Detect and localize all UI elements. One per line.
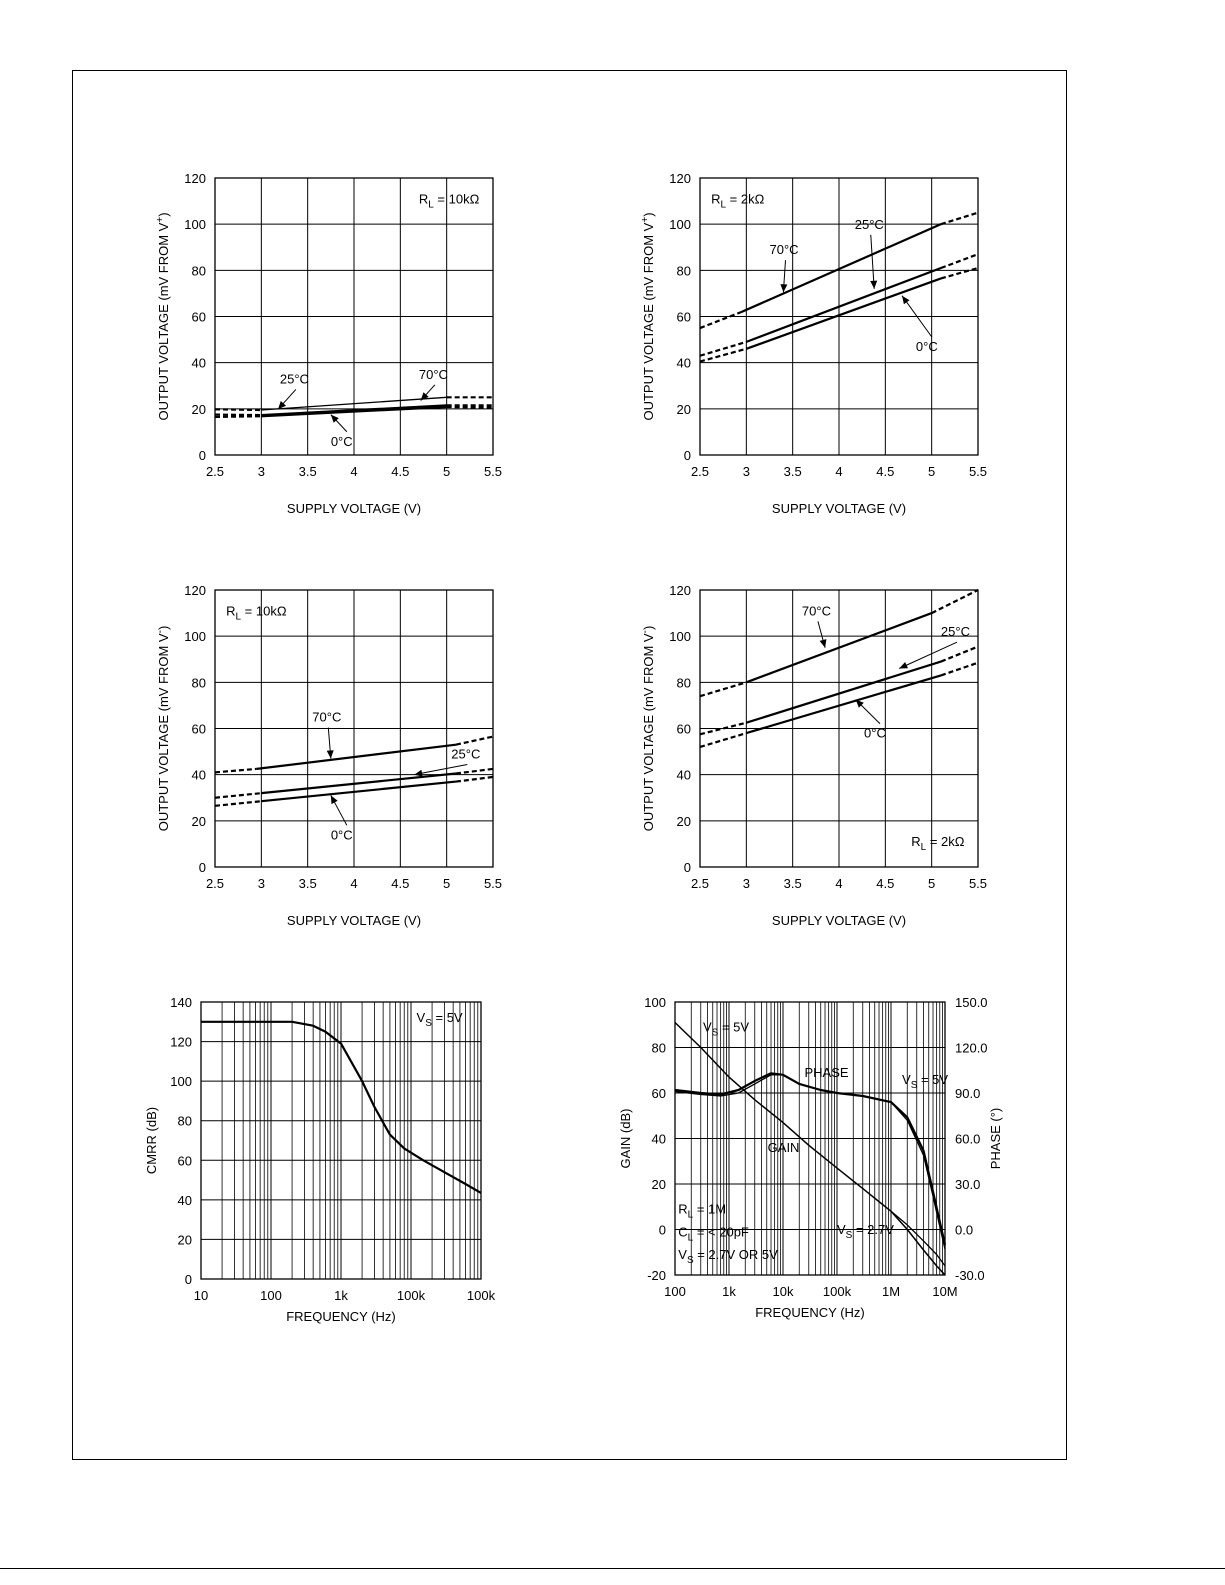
y-tick-label: 80 bbox=[651, 1040, 666, 1056]
x-tick-label: 5 bbox=[928, 876, 936, 891]
x-tick-label: 3.5 bbox=[298, 464, 317, 479]
y-tick-label: 60 bbox=[651, 1086, 666, 1101]
annotation-label: $V_S = 5V$ bbox=[902, 1071, 949, 1091]
series-dashed-start bbox=[700, 342, 746, 356]
chart-output-swing-low-2k bbox=[630, 582, 1000, 942]
y-tick-label: 120 bbox=[184, 171, 206, 186]
y-tick-label: 20 bbox=[676, 813, 691, 829]
series-line bbox=[261, 774, 456, 794]
annotation-label: 0°C bbox=[330, 827, 353, 843]
series-dashed-start bbox=[700, 733, 746, 747]
y2-axis-title: PHASE (°) bbox=[988, 1107, 1003, 1170]
x-tick-label: 3.5 bbox=[783, 464, 802, 479]
series-dashed-end bbox=[941, 254, 978, 268]
x-tick-label: 2.5 bbox=[690, 464, 710, 479]
annotation-label: $V_S = 2.7V$ bbox=[837, 1222, 894, 1242]
series-dashed-start bbox=[215, 409, 261, 410]
x-tick-label: 100k bbox=[396, 1288, 426, 1303]
annotation-label: $R_L = 2k\Omega$ bbox=[711, 191, 765, 211]
x-tick-label: 1M bbox=[881, 1284, 901, 1299]
x-axis-title: FREQUENCY (Hz) bbox=[755, 1305, 865, 1320]
chart-output-swing-high-10k bbox=[145, 170, 515, 530]
series-dashed-end bbox=[456, 737, 493, 745]
annotation-label: $C_L$ = < 20pF bbox=[678, 1224, 749, 1244]
annotation-arrowhead bbox=[902, 296, 910, 305]
chart-output-swing-high-2k bbox=[630, 170, 1000, 530]
y-tick-label: 120 bbox=[170, 1034, 192, 1050]
y-tick-label: 80 bbox=[191, 263, 206, 279]
annotation-arrowhead bbox=[820, 639, 827, 648]
series-dashed-start bbox=[215, 801, 261, 806]
y-tick-label: -20 bbox=[647, 1268, 666, 1283]
y-axis-title: CMRR (dB) bbox=[144, 1106, 159, 1175]
series-line bbox=[675, 1073, 945, 1244]
y-tick-label: 60 bbox=[177, 1153, 192, 1169]
chart-gain-phase-vs-frequency bbox=[610, 992, 1030, 1337]
series-dashed-end bbox=[941, 213, 978, 225]
series-dashed-start bbox=[700, 682, 746, 696]
y-tick-label: 80 bbox=[191, 675, 206, 691]
grid bbox=[215, 590, 493, 867]
y-axis-title: OUTPUT VOLTAGE (mV FROM V-) bbox=[155, 625, 171, 832]
annotation-label: 0°C bbox=[864, 725, 886, 741]
y-tick-label: 40 bbox=[651, 1131, 666, 1147]
y-tick-label: 0 bbox=[683, 860, 691, 875]
x-tick-label: 5.5 bbox=[483, 464, 503, 479]
x-axis-title: SUPPLY VOLTAGE (V) bbox=[771, 913, 907, 928]
series-line bbox=[746, 268, 941, 342]
y2-tick-label: 30.0 bbox=[955, 1177, 981, 1192]
grid bbox=[700, 590, 978, 867]
series-line bbox=[742, 224, 941, 312]
x-tick-label: 4 bbox=[350, 876, 358, 891]
x-axis-title: FREQUENCY (Hz) bbox=[286, 1309, 396, 1324]
x-tick-label: 4.5 bbox=[876, 876, 895, 891]
y-axis-title: OUTPUT VOLTAGE (mV FROM V-) bbox=[640, 625, 656, 832]
x-tick-label: 2.5 bbox=[690, 876, 710, 891]
series-dashed-start bbox=[215, 793, 261, 798]
annotation-label: 70°C bbox=[312, 709, 342, 725]
annotation-label: 25°C bbox=[854, 216, 884, 232]
y2-tick-label: 150.0 bbox=[955, 995, 988, 1010]
y-tick-label: 40 bbox=[191, 767, 206, 783]
y-tick-label: 40 bbox=[676, 355, 691, 371]
y-tick-label: 60 bbox=[191, 309, 206, 325]
x-tick-label: 3 bbox=[742, 464, 750, 479]
annotation-label: $V_S = 2.7V$ OR 5V bbox=[678, 1247, 778, 1267]
x-axis-title: SUPPLY VOLTAGE (V) bbox=[286, 501, 422, 516]
series-dashed-end bbox=[447, 407, 493, 408]
y-tick-label: 80 bbox=[177, 1113, 192, 1129]
y2-tick-label: 60.0 bbox=[955, 1131, 981, 1147]
y-tick-label: 100 bbox=[170, 1074, 192, 1090]
y2-tick-label: 0.0 bbox=[955, 1222, 974, 1238]
y-tick-label: 0 bbox=[658, 1222, 666, 1238]
y-tick-label: 40 bbox=[676, 767, 691, 783]
annotation-label: 70°C bbox=[418, 366, 448, 382]
x-tick-label: 3.5 bbox=[783, 876, 802, 891]
x-tick-label: 4.5 bbox=[391, 464, 410, 479]
x-tick-label: 3.5 bbox=[298, 876, 317, 891]
y-tick-label: 60 bbox=[676, 309, 691, 325]
y-tick-label: 100 bbox=[184, 629, 206, 645]
y-tick-label: 0 bbox=[184, 1272, 192, 1287]
y-tick-label: 100 bbox=[669, 217, 691, 233]
annotation-arrowhead bbox=[327, 750, 334, 758]
series-dashed-end bbox=[456, 769, 493, 774]
y-axis-title: OUTPUT VOLTAGE (mV FROM V+) bbox=[640, 212, 656, 421]
y-tick-label: 20 bbox=[191, 813, 206, 829]
footer-rule bbox=[0, 1568, 1225, 1569]
chart-output-swing-low-10k bbox=[145, 582, 515, 942]
series-line bbox=[746, 675, 941, 733]
y-axis-title: GAIN (dB) bbox=[618, 1108, 633, 1169]
y-tick-label: 60 bbox=[676, 721, 691, 737]
grid bbox=[700, 178, 978, 455]
annotation-label: $R_L = 10k\Omega$ bbox=[418, 191, 480, 211]
x-tick-label: 5.5 bbox=[968, 876, 988, 891]
x-axis-title: SUPPLY VOLTAGE (V) bbox=[286, 913, 422, 928]
annotation-label: $R_L = 2k\Omega$ bbox=[911, 834, 965, 854]
annotation-label: 0°C bbox=[915, 339, 938, 355]
x-tick-label: 1k bbox=[334, 1288, 348, 1303]
annotation-arrow bbox=[871, 235, 874, 289]
x-axis-title: SUPPLY VOLTAGE (V) bbox=[771, 501, 907, 516]
x-tick-label: 3 bbox=[257, 464, 265, 479]
y-tick-label: 120 bbox=[669, 171, 691, 186]
series-line bbox=[257, 745, 456, 769]
x-tick-label: 100k bbox=[466, 1288, 496, 1303]
series-dashed-end bbox=[941, 647, 978, 662]
x-tick-label: 10M bbox=[932, 1284, 958, 1299]
annotation-label: 70°C bbox=[801, 603, 831, 619]
annotation-label: $V_S = 5V$ bbox=[702, 1019, 750, 1039]
annotation-label: GAIN bbox=[767, 1140, 800, 1156]
series-line bbox=[746, 278, 941, 348]
x-tick-label: 3 bbox=[742, 876, 750, 891]
y-tick-label: 40 bbox=[191, 355, 206, 371]
y-tick-label: 100 bbox=[644, 995, 666, 1010]
series-line bbox=[261, 782, 456, 802]
y2-tick-label: -30.0 bbox=[955, 1268, 985, 1283]
y-tick-label: 120 bbox=[669, 583, 691, 598]
series-dashed-end bbox=[932, 590, 978, 613]
x-tick-label: 100 bbox=[260, 1288, 282, 1303]
y-tick-label: 20 bbox=[191, 401, 206, 417]
y-tick-label: 0 bbox=[198, 860, 206, 875]
y-tick-label: 0 bbox=[198, 448, 206, 463]
x-tick-label: 5 bbox=[443, 464, 451, 479]
x-tick-label: 10 bbox=[193, 1288, 209, 1303]
x-tick-label: 2.5 bbox=[205, 464, 225, 479]
x-tick-label: 5 bbox=[443, 876, 451, 891]
series-dashed-start bbox=[215, 416, 261, 417]
x-tick-label: 2.5 bbox=[205, 876, 225, 891]
y-tick-label: 120 bbox=[184, 583, 206, 598]
annotation-label: 70°C bbox=[769, 242, 799, 258]
annotation-arrowhead bbox=[870, 281, 877, 289]
annotation-label: $R_L = 1M$ bbox=[678, 1201, 727, 1221]
x-tick-label: 4.5 bbox=[876, 464, 895, 479]
x-tick-label: 3 bbox=[257, 876, 265, 891]
x-tick-label: 4 bbox=[350, 464, 358, 479]
y-tick-label: 140 bbox=[170, 995, 192, 1010]
x-tick-label: 5.5 bbox=[483, 876, 503, 891]
annotation-label: 0°C bbox=[330, 433, 353, 449]
x-tick-label: 1k bbox=[722, 1284, 736, 1299]
annotation-label: $V_S = 5V$ bbox=[416, 1009, 463, 1029]
x-tick-label: 100k bbox=[822, 1284, 852, 1299]
annotation-label: 25°C bbox=[279, 371, 309, 387]
annotation-label: $R_L = 10k\Omega$ bbox=[226, 603, 287, 623]
series-dashed-start bbox=[215, 769, 257, 772]
series-dashed-start bbox=[700, 312, 742, 328]
y-tick-label: 80 bbox=[676, 675, 691, 691]
y-tick-label: 60 bbox=[191, 721, 206, 737]
x-tick-label: 4 bbox=[835, 464, 843, 479]
annotation-label: 25°C bbox=[451, 746, 481, 762]
y-tick-label: 20 bbox=[177, 1232, 192, 1248]
x-tick-label: 5 bbox=[928, 464, 936, 479]
y-tick-label: 100 bbox=[184, 217, 206, 233]
series-2 bbox=[675, 1073, 945, 1244]
x-tick-label: 4 bbox=[835, 876, 843, 891]
series-dashed-end bbox=[941, 663, 978, 676]
y-axis-title: OUTPUT VOLTAGE (mV FROM V+) bbox=[155, 212, 171, 421]
x-tick-label: 4.5 bbox=[391, 876, 410, 891]
y2-tick-label: 90.0 bbox=[955, 1086, 981, 1101]
y-tick-label: 40 bbox=[177, 1192, 192, 1208]
annotation-arrowhead bbox=[414, 770, 423, 777]
y-tick-label: 20 bbox=[676, 401, 691, 417]
y-tick-label: 80 bbox=[676, 263, 691, 279]
y-tick-label: 20 bbox=[651, 1177, 666, 1192]
x-tick-label: 5.5 bbox=[968, 464, 988, 479]
annotation-label: PHASE bbox=[804, 1065, 849, 1081]
series-dashed-start bbox=[700, 349, 746, 362]
x-tick-label: 10k bbox=[772, 1284, 794, 1299]
chart-cmrr-vs-frequency bbox=[135, 992, 515, 1337]
series-dashed-end bbox=[456, 777, 493, 782]
y-tick-label: 100 bbox=[669, 629, 691, 645]
series-dashed-end bbox=[941, 268, 978, 278]
annotation-label: 25°C bbox=[940, 624, 970, 640]
grid bbox=[215, 178, 493, 455]
x-tick-label: 100 bbox=[664, 1284, 686, 1299]
y2-tick-label: 120.0 bbox=[955, 1040, 988, 1056]
y-tick-label: 0 bbox=[683, 448, 691, 463]
